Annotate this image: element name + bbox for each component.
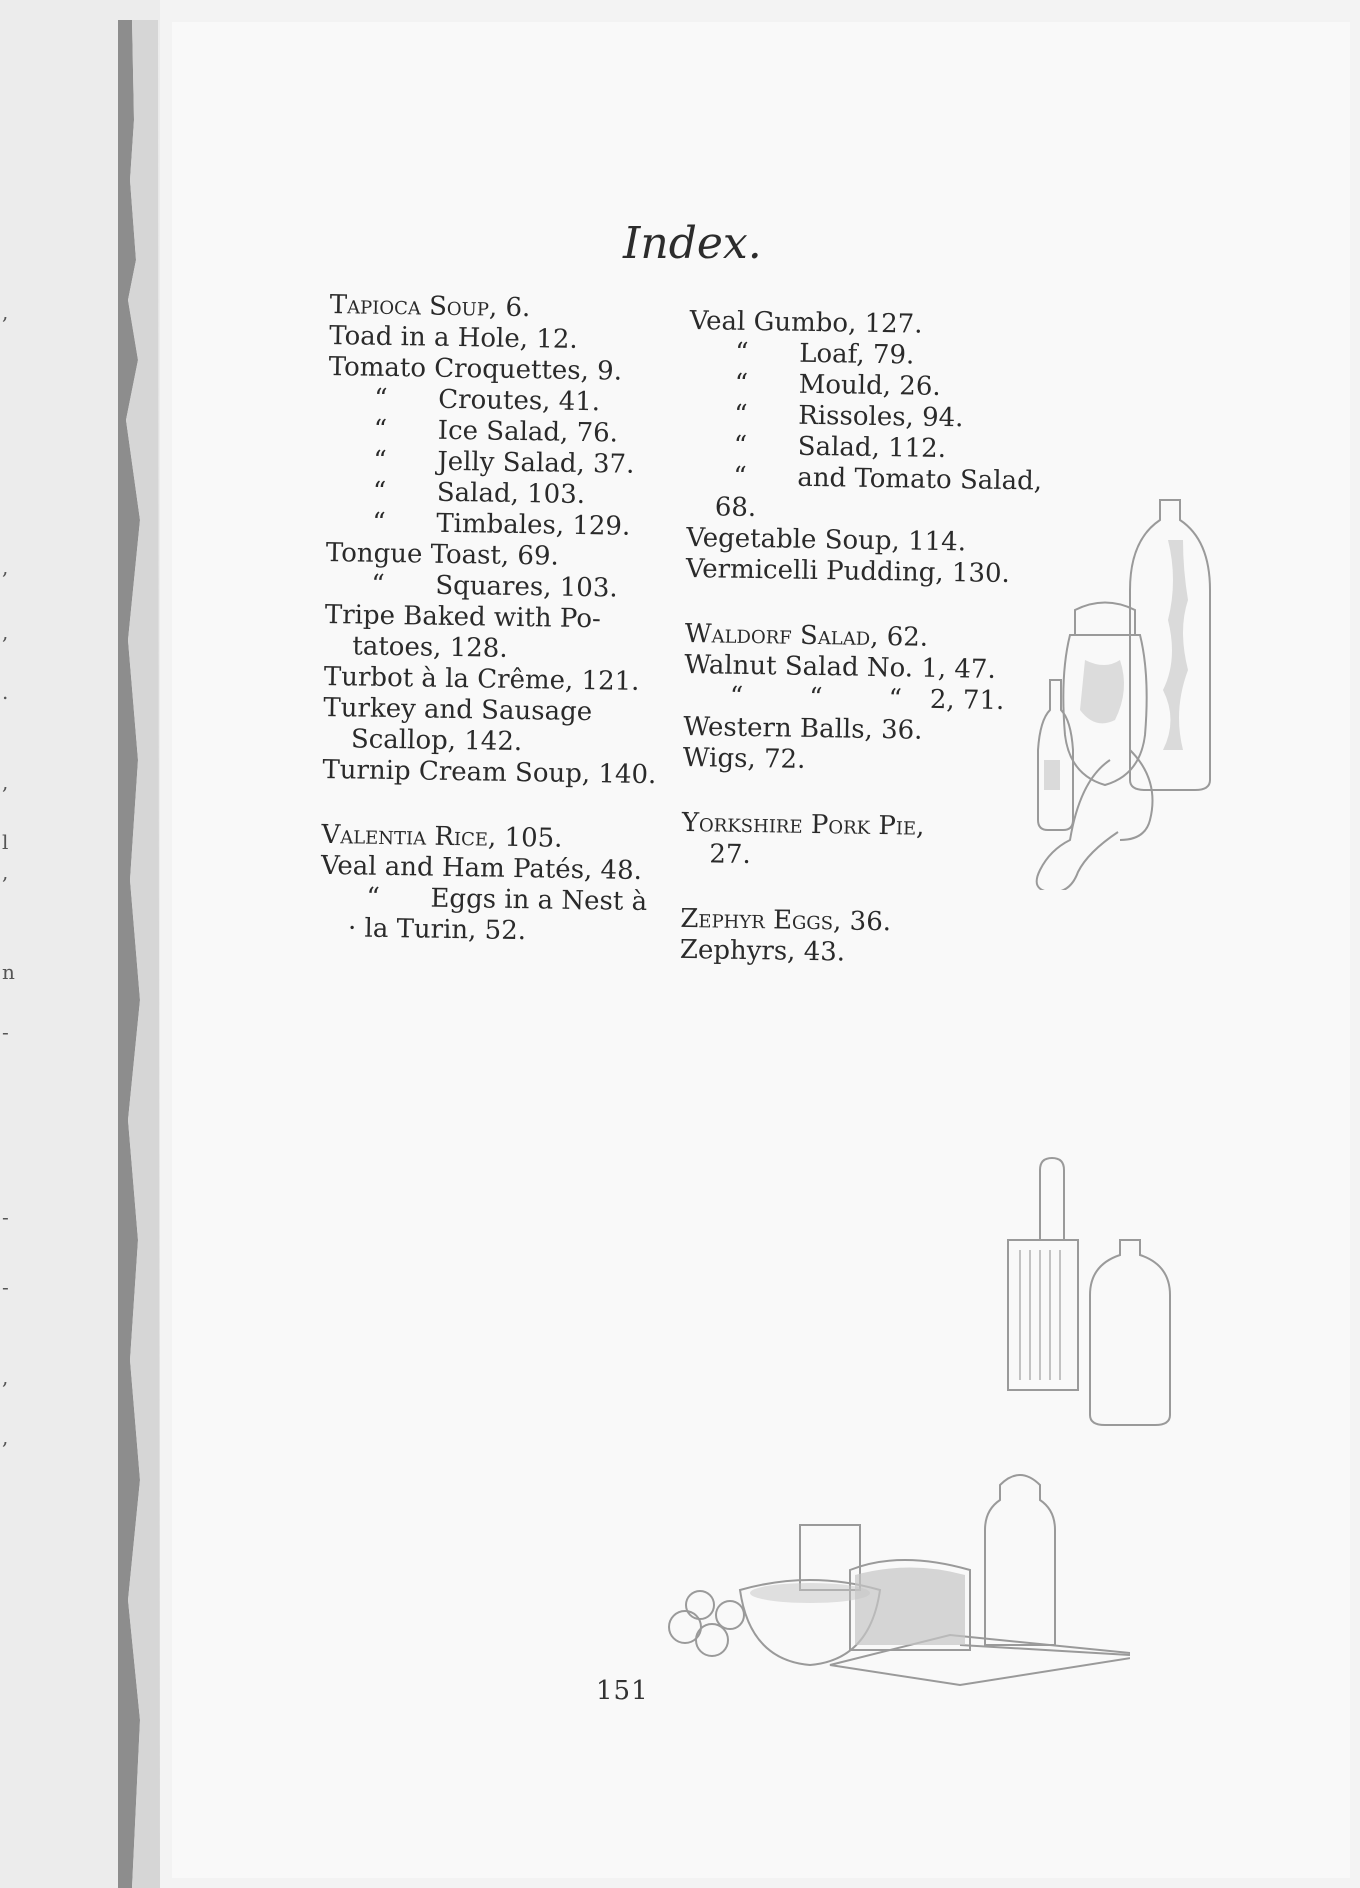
ditto-mark: “ bbox=[734, 399, 748, 430]
ditto-mark: “ bbox=[374, 383, 388, 414]
index-entry-text: Eggs in a Nest à bbox=[430, 883, 648, 918]
index-entry bbox=[688, 399, 1018, 435]
previous-page-text-fragment: , bbox=[2, 555, 9, 579]
index-entry-text: Wigs, 72. bbox=[682, 742, 806, 775]
index-entry-text: Vegetable Soup, 114. bbox=[686, 522, 967, 558]
bottles-illustration bbox=[1030, 490, 1250, 890]
index-entry: · la Turin, 52. bbox=[347, 913, 527, 947]
index-entry-text: Salad, 103. bbox=[436, 477, 586, 511]
previous-page-text-fragment: , bbox=[2, 860, 9, 884]
page-title: Index. bbox=[623, 218, 762, 269]
ditto-mark: “ bbox=[733, 430, 748, 461]
index-gap bbox=[322, 786, 642, 825]
index-entry bbox=[683, 743, 1013, 779]
index-entry bbox=[685, 619, 1015, 655]
index-entry-text: Tomato Croquettes, 9. bbox=[328, 351, 623, 387]
index-entry bbox=[330, 290, 650, 326]
index-column-right bbox=[679, 306, 1043, 971]
index-entry-head: Waldorf Salad, bbox=[684, 618, 879, 652]
index-entry bbox=[687, 461, 1043, 497]
index-entry bbox=[325, 569, 645, 605]
grater-jug-illustration bbox=[1000, 1150, 1180, 1430]
ditto-mark: “ bbox=[734, 368, 749, 399]
index-entry bbox=[690, 306, 1020, 342]
index-entry-text: and Tomato Salad, bbox=[797, 462, 1043, 497]
index-entry-text: Croutes, 41. bbox=[438, 384, 601, 418]
page-number: 151 bbox=[596, 1676, 649, 1706]
index-entry-text: Rissoles, 94. bbox=[798, 400, 964, 434]
index-entry bbox=[689, 337, 1019, 373]
torn-page-edge bbox=[118, 0, 178, 1888]
index-entry bbox=[326, 507, 646, 543]
index-entry-text: Western Balls, 36. bbox=[683, 711, 923, 746]
index-entry-page: 105. bbox=[496, 822, 563, 854]
index-entry-head: Tapioca Soup, bbox=[329, 290, 498, 323]
index-entry-text: Veal and Ham Patés, 48. bbox=[320, 850, 643, 886]
index-entry-text: Tongue Toast, 69. bbox=[325, 537, 559, 572]
index-gap bbox=[681, 870, 1011, 909]
index-entry bbox=[326, 538, 646, 574]
ditto-mark: “ bbox=[733, 461, 747, 492]
previous-page-text-fragment: - bbox=[2, 1020, 9, 1044]
index-entry-text: Turbot à la Crême, 121. bbox=[323, 661, 640, 697]
index-entry bbox=[684, 681, 1014, 717]
previous-page-text-fragment: , bbox=[2, 1365, 9, 1389]
index-entry bbox=[327, 476, 647, 512]
index-entry: 27. bbox=[709, 839, 751, 871]
previous-page-text-fragment: , bbox=[2, 620, 9, 644]
index-entry-text: Timbales, 129. bbox=[436, 508, 631, 542]
previous-page-text-fragment: - bbox=[2, 1205, 9, 1229]
index-entry bbox=[680, 935, 1010, 971]
index-entry-head: Valentia Rice, bbox=[321, 819, 497, 853]
ditto-mark: “ bbox=[372, 507, 386, 538]
index-entry-text: Turkey and Sausage bbox=[323, 692, 593, 728]
index-entry-text: Ice Salad, 76. bbox=[437, 415, 619, 449]
index-entry-text: Salad, 112. bbox=[797, 431, 947, 465]
index-column-left bbox=[320, 290, 657, 949]
index-entry bbox=[686, 554, 1016, 590]
index-entry bbox=[328, 383, 648, 419]
index-entry-text: Vermicelli Pudding, 130. bbox=[685, 553, 1011, 590]
index-entry bbox=[683, 712, 1013, 748]
index-entry-text: Toad in a Hole, 12. bbox=[329, 320, 578, 355]
index-entry-text: 2, 71. bbox=[929, 684, 1005, 716]
ditto-mark: “ bbox=[371, 569, 385, 600]
previous-page-text-fragment: , bbox=[2, 1425, 9, 1449]
index-gap bbox=[685, 585, 1015, 624]
index-entry bbox=[322, 754, 657, 791]
index-entry-text: Mould, 26. bbox=[798, 369, 941, 402]
index-entry bbox=[328, 414, 648, 450]
previous-page-text-fragment: n bbox=[2, 960, 15, 984]
index-entry-text: Walnut Salad No. 1, 47. bbox=[684, 649, 996, 685]
index-entry bbox=[686, 523, 1016, 559]
index-entry: 68. bbox=[714, 492, 757, 524]
index-entry-page: 62. bbox=[878, 622, 929, 653]
ditto-mark: “ bbox=[373, 445, 387, 476]
index-gap bbox=[682, 774, 1012, 813]
index-entry bbox=[688, 430, 1018, 466]
index-entry bbox=[682, 808, 1012, 844]
previous-page-text-fragment: l bbox=[2, 830, 9, 854]
index-entry-text: Tripe Baked with Po- bbox=[324, 599, 602, 635]
index-entry-text: Veal Gumbo, 127. bbox=[689, 306, 923, 340]
previous-page-text-fragment: . bbox=[2, 680, 9, 704]
index-entry bbox=[680, 904, 1010, 940]
index-entry: Scallop, 142. bbox=[350, 724, 523, 758]
previous-page-edge bbox=[0, 0, 160, 1888]
index-entry-page: 36. bbox=[841, 906, 892, 938]
previous-page-text-fragment: , bbox=[2, 300, 9, 324]
index-entry-text: Zephyrs, 43. bbox=[679, 934, 846, 968]
index-entry bbox=[329, 352, 649, 388]
index-entry bbox=[684, 650, 1014, 686]
previous-page-text-fragment: - bbox=[2, 1275, 9, 1299]
index-entry bbox=[321, 851, 641, 887]
previous-page-text-fragment: , bbox=[2, 770, 9, 794]
index-entry: tatoes, 128. bbox=[352, 631, 508, 664]
index-entry bbox=[327, 445, 647, 481]
ditto-mark: “ bbox=[372, 476, 387, 507]
index-entry bbox=[320, 882, 648, 918]
index-entry bbox=[324, 662, 644, 698]
index-entry bbox=[329, 321, 649, 357]
index-entry-text: Jelly Salad, 37. bbox=[437, 446, 635, 480]
index-entry-text: Squares, 103. bbox=[435, 570, 618, 604]
ditto-mark: “ “ “ bbox=[729, 681, 903, 715]
index-entry-head: Yorkshire Pork Pie, bbox=[681, 807, 925, 842]
index-entry-text: Loaf, 79. bbox=[799, 338, 915, 371]
ditto-mark: “ bbox=[366, 882, 380, 913]
index-entry bbox=[689, 368, 1019, 404]
index-entry-page: 6. bbox=[496, 292, 531, 324]
index-entry bbox=[323, 693, 643, 729]
index-entry bbox=[321, 820, 641, 856]
ditto-mark: “ bbox=[735, 337, 749, 368]
kitchen-still-life-illustration bbox=[660, 1465, 1130, 1705]
ditto-mark: “ bbox=[373, 414, 388, 445]
index-entry-head: Zephyr Eggs, bbox=[680, 903, 842, 937]
index-entry-text: Turnip Cream Soup, 140. bbox=[322, 754, 657, 791]
index-entry bbox=[325, 600, 645, 636]
